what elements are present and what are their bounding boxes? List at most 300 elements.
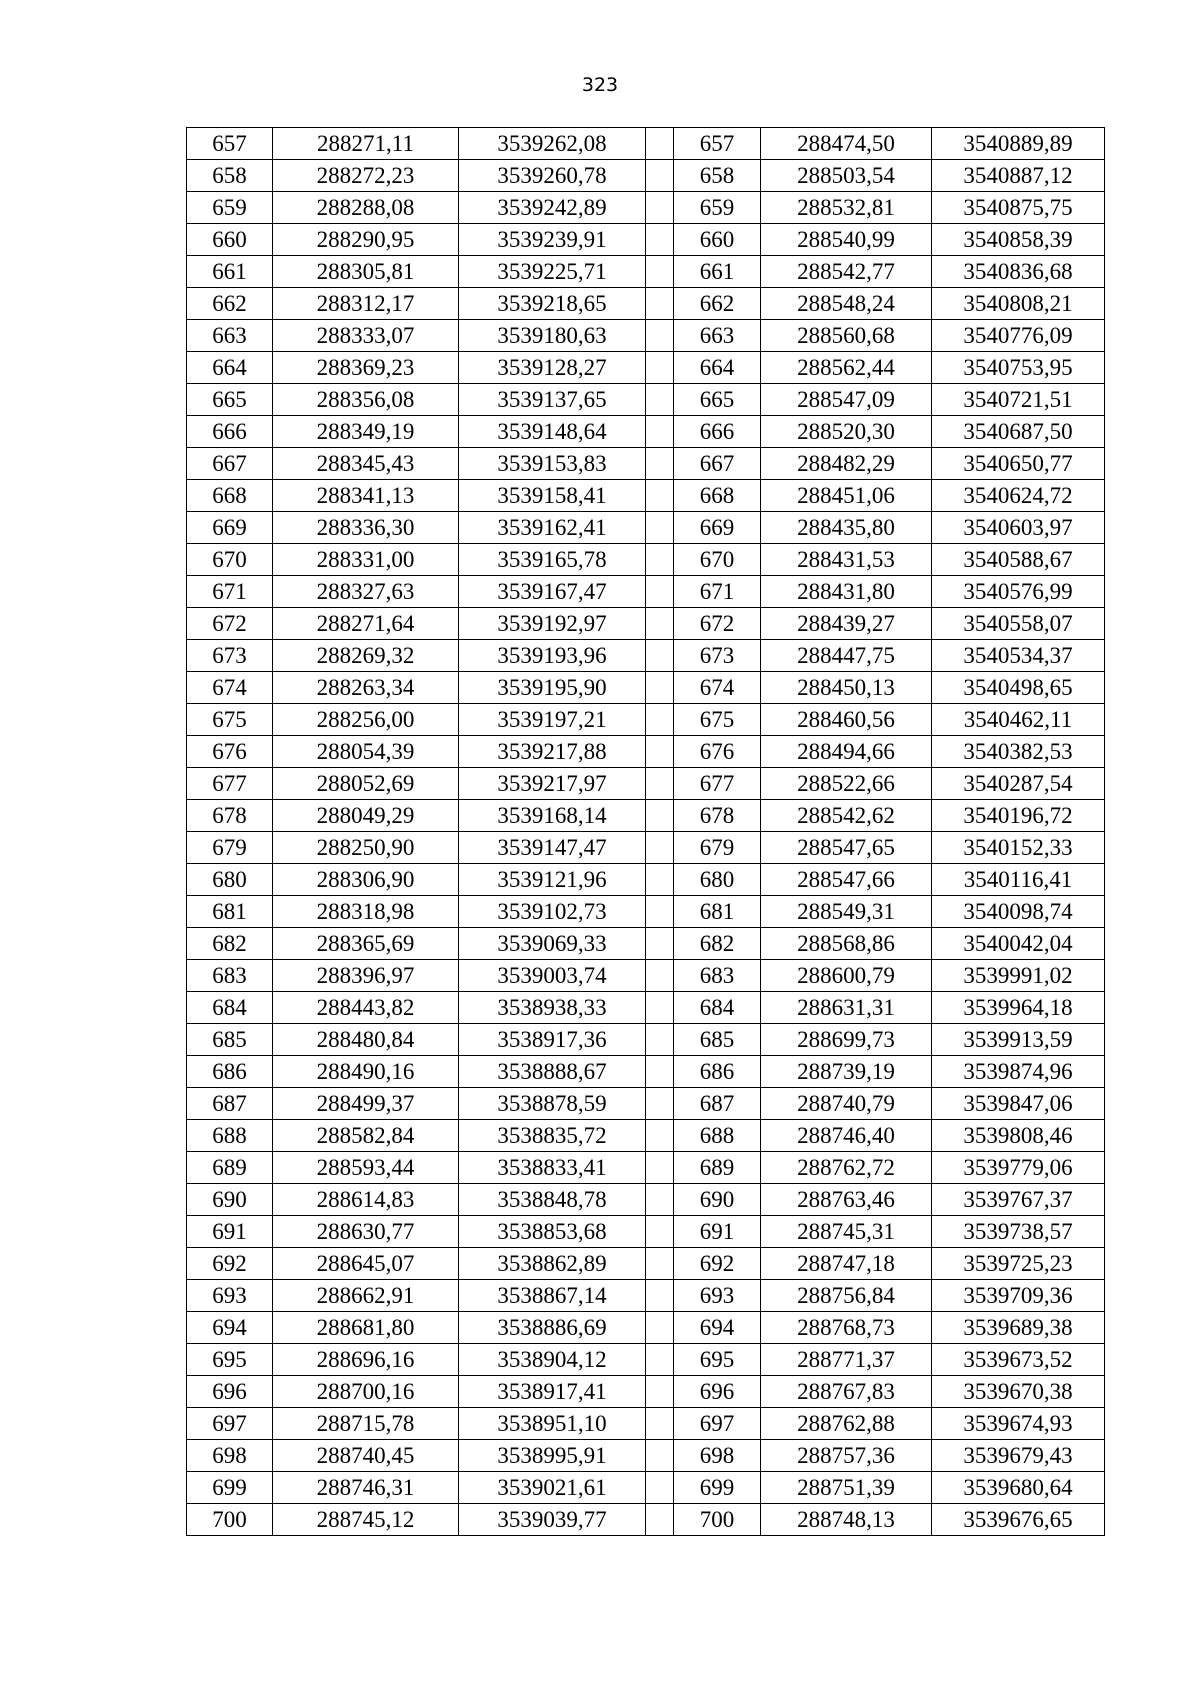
table-row [187,704,1105,736]
separator-cell [646,352,674,384]
right-point-number-cell: 673 [674,640,761,672]
separator-cell [646,1344,674,1376]
right-point-number-cell: 682 [674,928,761,960]
right-y-coordinate-cell: 3540875,75 [932,192,1105,224]
left-x-coordinate-cell: 288049,29 [273,800,459,832]
table-row [187,128,1105,160]
separator-cell [646,832,674,864]
left-y-coordinate-cell: 3539153,83 [459,448,646,480]
right-x-coordinate-cell: 288748,13 [761,1504,932,1536]
separator-cell [646,1088,674,1120]
left-x-coordinate-cell: 288327,63 [273,576,459,608]
right-point-number-cell: 688 [674,1120,761,1152]
table-row [187,1088,1105,1120]
right-point-number-cell: 663 [674,320,761,352]
separator-cell [646,1504,674,1536]
right-x-coordinate-cell: 288494,66 [761,736,932,768]
right-x-coordinate-cell: 288600,79 [761,960,932,992]
right-point-number-cell: 667 [674,448,761,480]
right-point-number-cell: 680 [674,864,761,896]
right-point-number-cell: 679 [674,832,761,864]
separator-cell [646,1152,674,1184]
table-row [187,256,1105,288]
table-row [187,1248,1105,1280]
right-x-coordinate-cell: 288451,06 [761,480,932,512]
right-y-coordinate-cell: 3539679,43 [932,1440,1105,1472]
right-point-number-cell: 686 [674,1056,761,1088]
left-y-coordinate-cell: 3538853,68 [459,1216,646,1248]
left-point-number-cell: 667 [187,448,273,480]
table-row [187,224,1105,256]
right-point-number-cell: 677 [674,768,761,800]
left-point-number-cell: 663 [187,320,273,352]
left-y-coordinate-cell: 3539128,27 [459,352,646,384]
left-x-coordinate-cell: 288745,12 [273,1504,459,1536]
left-point-number-cell: 674 [187,672,273,704]
left-y-coordinate-cell: 3538862,89 [459,1248,646,1280]
right-x-coordinate-cell: 288482,29 [761,448,932,480]
table-row [187,832,1105,864]
left-point-number-cell: 694 [187,1312,273,1344]
right-point-number-cell: 664 [674,352,761,384]
left-x-coordinate-cell: 288333,07 [273,320,459,352]
separator-cell [646,1312,674,1344]
left-x-coordinate-cell: 288290,95 [273,224,459,256]
right-y-coordinate-cell: 3540588,67 [932,544,1105,576]
table-row [187,480,1105,512]
left-y-coordinate-cell: 3539102,73 [459,896,646,928]
right-point-number-cell: 693 [674,1280,761,1312]
left-x-coordinate-cell: 288681,80 [273,1312,459,1344]
left-point-number-cell: 659 [187,192,273,224]
left-y-coordinate-cell: 3539039,77 [459,1504,646,1536]
separator-cell [646,1440,674,1472]
left-point-number-cell: 681 [187,896,273,928]
table-row [187,672,1105,704]
left-x-coordinate-cell: 288365,69 [273,928,459,960]
left-point-number-cell: 690 [187,1184,273,1216]
right-x-coordinate-cell: 288450,13 [761,672,932,704]
separator-cell [646,1472,674,1504]
right-y-coordinate-cell: 3539808,46 [932,1120,1105,1152]
left-x-coordinate-cell: 288349,19 [273,416,459,448]
left-y-coordinate-cell: 3539217,88 [459,736,646,768]
right-x-coordinate-cell: 288549,31 [761,896,932,928]
table-row [187,1376,1105,1408]
separator-cell [646,448,674,480]
right-x-coordinate-cell: 288631,31 [761,992,932,1024]
left-y-coordinate-cell: 3539137,65 [459,384,646,416]
right-point-number-cell: 674 [674,672,761,704]
right-y-coordinate-cell: 3540650,77 [932,448,1105,480]
right-x-coordinate-cell: 288503,54 [761,160,932,192]
separator-cell [646,128,674,160]
left-y-coordinate-cell: 3539168,14 [459,800,646,832]
right-point-number-cell: 668 [674,480,761,512]
right-point-number-cell: 666 [674,416,761,448]
left-point-number-cell: 691 [187,1216,273,1248]
separator-cell [646,992,674,1024]
table-row [187,1184,1105,1216]
right-point-number-cell: 657 [674,128,761,160]
table-row [187,384,1105,416]
left-point-number-cell: 672 [187,608,273,640]
left-y-coordinate-cell: 3539197,21 [459,704,646,736]
left-y-coordinate-cell: 3539262,08 [459,128,646,160]
left-y-coordinate-cell: 3538917,41 [459,1376,646,1408]
separator-cell [646,896,674,928]
right-point-number-cell: 696 [674,1376,761,1408]
right-y-coordinate-cell: 3540287,54 [932,768,1105,800]
right-point-number-cell: 685 [674,1024,761,1056]
left-x-coordinate-cell: 288746,31 [273,1472,459,1504]
left-point-number-cell: 697 [187,1408,273,1440]
left-point-number-cell: 677 [187,768,273,800]
right-y-coordinate-cell: 3540042,04 [932,928,1105,960]
separator-cell [646,256,674,288]
separator-cell [646,1280,674,1312]
separator-cell [646,544,674,576]
table-row [187,800,1105,832]
right-point-number-cell: 676 [674,736,761,768]
left-y-coordinate-cell: 3538888,67 [459,1056,646,1088]
left-x-coordinate-cell: 288336,30 [273,512,459,544]
right-point-number-cell: 658 [674,160,761,192]
left-point-number-cell: 670 [187,544,273,576]
table-row [187,192,1105,224]
left-y-coordinate-cell: 3539260,78 [459,160,646,192]
left-point-number-cell: 686 [187,1056,273,1088]
right-y-coordinate-cell: 3540603,97 [932,512,1105,544]
left-point-number-cell: 662 [187,288,273,320]
left-x-coordinate-cell: 288318,98 [273,896,459,928]
right-point-number-cell: 687 [674,1088,761,1120]
left-y-coordinate-cell: 3539167,47 [459,576,646,608]
right-x-coordinate-cell: 288746,40 [761,1120,932,1152]
left-point-number-cell: 671 [187,576,273,608]
separator-cell [646,480,674,512]
left-point-number-cell: 698 [187,1440,273,1472]
right-y-coordinate-cell: 3540753,95 [932,352,1105,384]
right-point-number-cell: 660 [674,224,761,256]
right-y-coordinate-cell: 3539673,52 [932,1344,1105,1376]
separator-cell [646,640,674,672]
right-y-coordinate-cell: 3540624,72 [932,480,1105,512]
right-y-coordinate-cell: 3540152,33 [932,832,1105,864]
left-point-number-cell: 679 [187,832,273,864]
right-x-coordinate-cell: 288460,56 [761,704,932,736]
left-point-number-cell: 678 [187,800,273,832]
separator-cell [646,416,674,448]
left-point-number-cell: 669 [187,512,273,544]
right-x-coordinate-cell: 288747,18 [761,1248,932,1280]
right-point-number-cell: 675 [674,704,761,736]
table-row [187,1056,1105,1088]
table-row [187,448,1105,480]
right-x-coordinate-cell: 288756,84 [761,1280,932,1312]
right-y-coordinate-cell: 3540808,21 [932,288,1105,320]
right-x-coordinate-cell: 288568,86 [761,928,932,960]
separator-cell [646,160,674,192]
right-x-coordinate-cell: 288439,27 [761,608,932,640]
left-y-coordinate-cell: 3539162,41 [459,512,646,544]
left-x-coordinate-cell: 288369,23 [273,352,459,384]
left-y-coordinate-cell: 3538878,59 [459,1088,646,1120]
separator-cell [646,672,674,704]
left-x-coordinate-cell: 288271,11 [273,128,459,160]
right-x-coordinate-cell: 288739,19 [761,1056,932,1088]
left-point-number-cell: 688 [187,1120,273,1152]
left-point-number-cell: 682 [187,928,273,960]
separator-cell [646,1408,674,1440]
table-row [187,160,1105,192]
left-x-coordinate-cell: 288272,23 [273,160,459,192]
left-y-coordinate-cell: 3539218,65 [459,288,646,320]
separator-cell [646,608,674,640]
page-number: 323 [581,74,619,96]
left-point-number-cell: 664 [187,352,273,384]
left-y-coordinate-cell: 3538835,72 [459,1120,646,1152]
separator-cell [646,1120,674,1152]
separator-cell [646,736,674,768]
table-row [187,960,1105,992]
left-y-coordinate-cell: 3538917,36 [459,1024,646,1056]
left-x-coordinate-cell: 288700,16 [273,1376,459,1408]
right-y-coordinate-cell: 3539913,59 [932,1024,1105,1056]
table-row [187,1408,1105,1440]
right-y-coordinate-cell: 3540687,50 [932,416,1105,448]
left-x-coordinate-cell: 288443,82 [273,992,459,1024]
right-y-coordinate-cell: 3539738,57 [932,1216,1105,1248]
left-x-coordinate-cell: 288582,84 [273,1120,459,1152]
right-point-number-cell: 678 [674,800,761,832]
table-row [187,320,1105,352]
table-row [187,1152,1105,1184]
separator-cell [646,960,674,992]
right-x-coordinate-cell: 288522,66 [761,768,932,800]
left-x-coordinate-cell: 288715,78 [273,1408,459,1440]
right-y-coordinate-cell: 3540576,99 [932,576,1105,608]
right-x-coordinate-cell: 288540,99 [761,224,932,256]
separator-cell [646,1024,674,1056]
table-row [187,288,1105,320]
right-y-coordinate-cell: 3539674,93 [932,1408,1105,1440]
table-row [187,928,1105,960]
left-y-coordinate-cell: 3538951,10 [459,1408,646,1440]
table-row [187,608,1105,640]
right-y-coordinate-cell: 3539676,65 [932,1504,1105,1536]
left-y-coordinate-cell: 3539242,89 [459,192,646,224]
left-y-coordinate-cell: 3539225,71 [459,256,646,288]
right-x-coordinate-cell: 288763,46 [761,1184,932,1216]
right-x-coordinate-cell: 288548,24 [761,288,932,320]
left-x-coordinate-cell: 288306,90 [273,864,459,896]
left-x-coordinate-cell: 288256,00 [273,704,459,736]
left-point-number-cell: 666 [187,416,273,448]
right-y-coordinate-cell: 3539779,06 [932,1152,1105,1184]
separator-cell [646,192,674,224]
left-y-coordinate-cell: 3538833,41 [459,1152,646,1184]
left-y-coordinate-cell: 3538995,91 [459,1440,646,1472]
separator-cell [646,320,674,352]
table-row [187,1024,1105,1056]
right-point-number-cell: 661 [674,256,761,288]
left-y-coordinate-cell: 3539147,47 [459,832,646,864]
left-y-coordinate-cell: 3539195,90 [459,672,646,704]
right-y-coordinate-cell: 3539874,96 [932,1056,1105,1088]
right-point-number-cell: 669 [674,512,761,544]
left-point-number-cell: 657 [187,128,273,160]
right-y-coordinate-cell: 3539680,64 [932,1472,1105,1504]
left-x-coordinate-cell: 288271,64 [273,608,459,640]
right-y-coordinate-cell: 3540098,74 [932,896,1105,928]
left-y-coordinate-cell: 3538904,12 [459,1344,646,1376]
coordinates-table [186,127,1105,1536]
left-y-coordinate-cell: 3539021,61 [459,1472,646,1504]
right-y-coordinate-cell: 3539725,23 [932,1248,1105,1280]
right-point-number-cell: 684 [674,992,761,1024]
right-x-coordinate-cell: 288745,31 [761,1216,932,1248]
right-x-coordinate-cell: 288547,09 [761,384,932,416]
left-x-coordinate-cell: 288645,07 [273,1248,459,1280]
separator-cell [646,704,674,736]
separator-cell [646,1056,674,1088]
left-point-number-cell: 668 [187,480,273,512]
left-point-number-cell: 687 [187,1088,273,1120]
right-point-number-cell: 670 [674,544,761,576]
left-x-coordinate-cell: 288052,69 [273,768,459,800]
right-x-coordinate-cell: 288547,66 [761,864,932,896]
left-point-number-cell: 685 [187,1024,273,1056]
left-x-coordinate-cell: 288593,44 [273,1152,459,1184]
right-x-coordinate-cell: 288435,80 [761,512,932,544]
left-x-coordinate-cell: 288269,32 [273,640,459,672]
left-y-coordinate-cell: 3539192,97 [459,608,646,640]
table-row [187,1280,1105,1312]
right-point-number-cell: 662 [674,288,761,320]
left-x-coordinate-cell: 288288,08 [273,192,459,224]
right-x-coordinate-cell: 288751,39 [761,1472,932,1504]
table-row [187,736,1105,768]
right-point-number-cell: 672 [674,608,761,640]
right-y-coordinate-cell: 3539689,38 [932,1312,1105,1344]
right-y-coordinate-cell: 3540116,41 [932,864,1105,896]
left-y-coordinate-cell: 3539180,63 [459,320,646,352]
coordinates-table-body [187,128,1105,1536]
right-y-coordinate-cell: 3539670,38 [932,1376,1105,1408]
right-point-number-cell: 659 [674,192,761,224]
right-y-coordinate-cell: 3540382,53 [932,736,1105,768]
left-point-number-cell: 695 [187,1344,273,1376]
right-y-coordinate-cell: 3540836,68 [932,256,1105,288]
table-row [187,416,1105,448]
left-point-number-cell: 693 [187,1280,273,1312]
right-x-coordinate-cell: 288542,62 [761,800,932,832]
separator-cell [646,1184,674,1216]
table-row [187,576,1105,608]
right-x-coordinate-cell: 288757,36 [761,1440,932,1472]
left-y-coordinate-cell: 3539121,96 [459,864,646,896]
right-point-number-cell: 681 [674,896,761,928]
left-point-number-cell: 699 [187,1472,273,1504]
left-x-coordinate-cell: 288345,43 [273,448,459,480]
left-point-number-cell: 680 [187,864,273,896]
left-y-coordinate-cell: 3538848,78 [459,1184,646,1216]
table-row [187,1344,1105,1376]
left-y-coordinate-cell: 3538867,14 [459,1280,646,1312]
right-point-number-cell: 689 [674,1152,761,1184]
separator-cell [646,768,674,800]
right-x-coordinate-cell: 288767,83 [761,1376,932,1408]
right-x-coordinate-cell: 288562,44 [761,352,932,384]
right-point-number-cell: 699 [674,1472,761,1504]
right-y-coordinate-cell: 3539991,02 [932,960,1105,992]
right-y-coordinate-cell: 3540534,37 [932,640,1105,672]
separator-cell [646,864,674,896]
right-y-coordinate-cell: 3540887,12 [932,160,1105,192]
left-point-number-cell: 673 [187,640,273,672]
right-x-coordinate-cell: 288762,72 [761,1152,932,1184]
right-x-coordinate-cell: 288431,53 [761,544,932,576]
table-row [187,768,1105,800]
table-row [187,1504,1105,1536]
table-row [187,640,1105,672]
right-y-coordinate-cell: 3540558,07 [932,608,1105,640]
right-point-number-cell: 698 [674,1440,761,1472]
left-y-coordinate-cell: 3539217,97 [459,768,646,800]
left-y-coordinate-cell: 3539003,74 [459,960,646,992]
table-row [187,352,1105,384]
table-row [187,1312,1105,1344]
right-point-number-cell: 691 [674,1216,761,1248]
right-point-number-cell: 690 [674,1184,761,1216]
left-y-coordinate-cell: 3539069,33 [459,928,646,960]
left-x-coordinate-cell: 288305,81 [273,256,459,288]
left-x-coordinate-cell: 288356,08 [273,384,459,416]
separator-cell [646,288,674,320]
right-x-coordinate-cell: 288520,30 [761,416,932,448]
left-point-number-cell: 684 [187,992,273,1024]
right-y-coordinate-cell: 3539709,36 [932,1280,1105,1312]
left-x-coordinate-cell: 288263,34 [273,672,459,704]
right-x-coordinate-cell: 288768,73 [761,1312,932,1344]
separator-cell [646,1248,674,1280]
left-point-number-cell: 665 [187,384,273,416]
right-point-number-cell: 697 [674,1408,761,1440]
left-x-coordinate-cell: 288250,90 [273,832,459,864]
right-y-coordinate-cell: 3539767,37 [932,1184,1105,1216]
separator-cell [646,576,674,608]
right-y-coordinate-cell: 3540462,11 [932,704,1105,736]
right-point-number-cell: 683 [674,960,761,992]
right-x-coordinate-cell: 288771,37 [761,1344,932,1376]
left-x-coordinate-cell: 288312,17 [273,288,459,320]
left-y-coordinate-cell: 3539158,41 [459,480,646,512]
right-x-coordinate-cell: 288560,68 [761,320,932,352]
left-point-number-cell: 675 [187,704,273,736]
right-y-coordinate-cell: 3540721,51 [932,384,1105,416]
table-row [187,512,1105,544]
separator-cell [646,928,674,960]
left-y-coordinate-cell: 3539239,91 [459,224,646,256]
right-point-number-cell: 694 [674,1312,761,1344]
right-x-coordinate-cell: 288542,77 [761,256,932,288]
separator-cell [646,1376,674,1408]
table-row [187,544,1105,576]
separator-cell [646,512,674,544]
table-row [187,1440,1105,1472]
left-x-coordinate-cell: 288054,39 [273,736,459,768]
